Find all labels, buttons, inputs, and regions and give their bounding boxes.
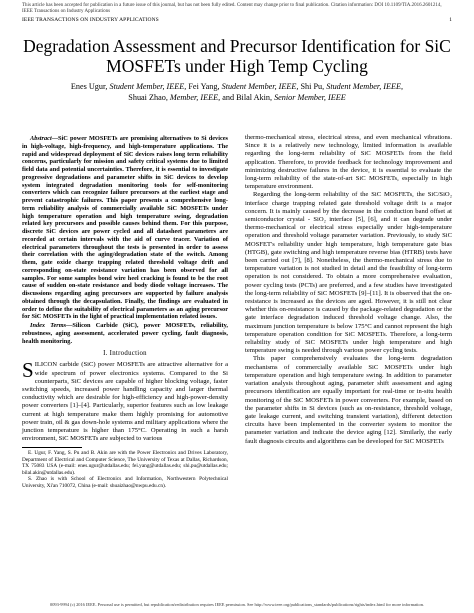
copyright-footer: 0093-9994 (c) 2016 IEEE. Personal use is permitted, but republication/redistribution requires IEEE permission. See http://www.ieee.org/publications_standards/publications/rights/index.html for more information. — [50, 602, 424, 607]
right-column — [245, 134, 452, 446]
author-name: Shuai Zhao, — [128, 93, 170, 102]
left-column — [22, 135, 228, 489]
abstract-text: —SiC power MOSFETs are promising alternatives to Si devices in high-voltage, high-frequency, and high-temperature applications. The rapid and widespread deployment of SiC devices raises long term reliability concerns, particularly for mission and safety critical systems due to limited field data and potential uncertainties. Therefore, it is essential to investigate progressive degradations and parameter shifts in SiC devices to develop system integrated degradation monitoring tools for self-monitoring converters which can recognize failure precursors at the earliest stage and prevent catastrophic failures. This paper presents a comprehensive long-term reliability analysis of commercially available SiC MOSFETs under high temperature operation and high temperature swing, degradation related key precursors and possible causes behind them. For this purpose, discrete SiC devices are power cycled and all datasheet parameters are recorded at certain intervals with the aid of curve tracer. Variation of electrical parameters throughout the tests is presented in order to assess their correlation with the aging/degradation state of the switch. Among them, gate oxide charge trapping related threshold voltage drift and corresponding on-state resistance variation has been observed for all samples. For some samples bond wire heel cracking is found to be the root cause of sudden on-state resistance and body diode voltage increases. The discussions regarding aging precursors are supported by failure analysis obtained through the decapsulation. Finally, the findings are evaluated in order to define the suitability of electrical parameters as an aging precursor for SiC MOSFETs in the light of practical implementation related issues. — [22, 135, 228, 321]
index-terms-label: Index Terms — [30, 322, 67, 329]
author-role: Student Member, IEEE, — [221, 82, 299, 91]
journal-name: IEEE TRANSACTIONS ON INDUSTRY APPLICATIONS — [22, 17, 159, 23]
author-list — [40, 81, 434, 103]
intro-smallcaps: ILICON — [34, 361, 58, 369]
footnote-divider — [22, 447, 82, 448]
footnote-affiliation: E. Ugur, F. Yang, S. Pu and B. Akin are with the Power Electronics and Drives Laboratory, Department of Electrical and Computer Science, The University of Texas at Dallas, Richardson, TX 75083 USA (e-mail: enes.ugur@utdallas.edu; fei.yang@utdallas.edu; shi.pu@utdallas.edu; bilal.akin@utdallas.edu). — [22, 450, 228, 476]
author-name: Shi Pu, — [298, 82, 327, 91]
index-terms-text: —Silicon Carbide (SiC), power MOSFETs, reliability, robustness, aging assessment, accelerated power cycling, fault diagnosis, health monitoring. — [22, 322, 228, 345]
abstract-label: Abstract — [30, 135, 52, 142]
author-role: Senior Member, IEEE — [274, 93, 346, 102]
prepublication-notice: This article has been accepted for publication in a future issue of this journal, but has not been fully edited. Content may change prior to final publication. Citation information: DOI 10.1109/TIA.2016.2601214, IEEE Transactions on Industry Applications — [22, 3, 442, 14]
footnote-affiliation: S. Zhao is with School of Electronics and Information, Northwestern Polytechnical University, Xi'an 710072, China (e-mail: shuaizhao@nwpu.edu.cn). — [22, 476, 228, 489]
body-paragraph: This paper comprehensively evaluates the long-term degradation mechanisms of commercially available SiC MOSFETs under high temperature operation and high temperature swing. In addition to parameter variation analysis throughout aging, parameter shift assessment and aging precursors identification are equally important for real-time or in-situ health monitoring of the SiC MOSFETs in power converters. For example, based on the parameter shifts in Si devices (such as on-resistance, threshold voltage, gate leakage current, and switching transient variation), different detection circuits have been implemented in the converter system to monitor the parameter variation and indicate the device aging [12]. Similarly, the early fault diagnosis circuits and algorithms can be developed for SiC MOSFETs — [245, 355, 452, 445]
body-paragraph: thermo-mechanical stress, electrical stress, and even mechanical vibrations. Since it is a relatively new technology, limited information is available regarding the long-term reliability of SiC MOSFETs from the field application. Therefore, to provide feedback for technology improvement and minimizing destructive failures in the device, it is essential to evaluate the long-term reliability of the state-of-art SiC MOSFETs, especially in high temperature environment. — [245, 134, 452, 191]
author-name: Enes Ugur, — [70, 82, 110, 91]
paper-title: Degradation Assessment and Precursor Identification for SiC MOSFETs under High Temp Cycling — [23, 36, 451, 76]
abstract — [22, 135, 228, 321]
author-role: Member, IEEE, — [169, 93, 221, 102]
page-number: 1 — [449, 17, 452, 23]
author-name: Fei Yang, — [186, 82, 222, 91]
running-header — [22, 17, 452, 25]
section-heading: I. Introduction — [103, 350, 147, 358]
intro-paragraph — [22, 358, 228, 443]
index-terms — [22, 322, 228, 345]
author-role: Student Member, IEEE, — [326, 82, 404, 91]
author-name: and Bilal Akin, — [220, 93, 275, 102]
dropcap: S — [22, 358, 34, 383]
intro-text: carbide (SiC) power MOSFETs are attractive alternative for a wide spectrum of power electronics systems. Compared to the Si counterparts, SiC devices are capable of higher blocking voltage, faster switching speeds, increased power handling capacity and larger thermal conductivity which are desirable for high-efficiency and high-power-density power converters [1]–[4]. Particularly, superior features such as low leakage current at high temperature make them highly promising for automotive power train, oil & gas down-hole systems and military applications where the junction temperature is higher than 175°C. Operating in such a harsh environment, SiC MOSFETs are subjected to various — [22, 361, 228, 443]
body-paragraph: Regarding the long-term reliability of the SiC MOSFETs, the SiC/SiO₂ interface charge trapping related gate threshold voltage drift is a major concern. It is mainly caused by the decrease in the conduction band offset at semiconductor crystal - SiO₂ interface [5], [6], and it can degrade under thermo-mechanical or electrical stress especially under high-temperature operation and threshold voltage parameter variation. Previously, to study SiC MOSFET's reliability under high temperature, high temperature gate bias (HTGB), gate switching and high temperature reverse bias (HTRB) tests have been carried out [7], [8]. Nonetheless, the thermo-mechanical stress due to temperature variation is not studied in detail and the feasibility of long-term operation is not considered. To obtain a more comprehensive evaluation, power cycling tests (PCTs) are preferred, and a few studies have investigated the long-term reliability of SiC MOSFETs [9]–[11]. It is observed that the on-resistance is increased as the devices are aged. However, it is still not clear whether this on-resistance is caused by the package-related degradation or the gate interface degradation induced threshold voltage change. Also, the maximum junction temperature is below 175°C and cannot represent the high temperature operation condition for SiC MOSFETs. Therefore, a long-term reliability study of SiC MOSFETs under high temperature and high temperature swing is needed through various power cycling tests. — [245, 191, 452, 355]
author-role: Student Member, IEEE, — [109, 82, 187, 91]
